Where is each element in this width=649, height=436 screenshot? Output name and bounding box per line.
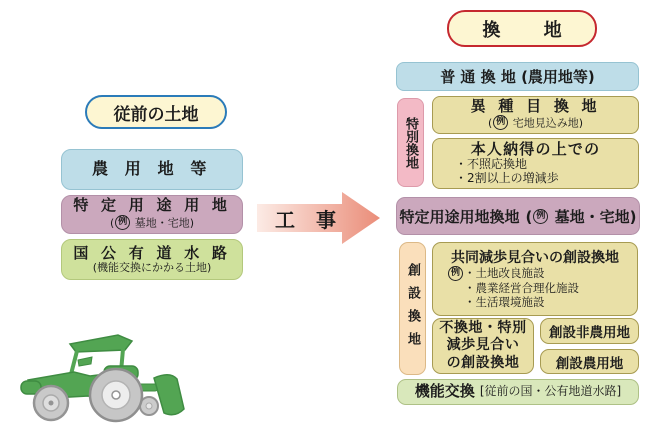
example-badge: 例 [493, 115, 508, 130]
ordinary-replacement-box [396, 62, 639, 91]
joint-reduction-title: 共同減歩見合いの創設換地 [451, 250, 619, 267]
created-nonfarm-box: 創設非農用地 [540, 318, 639, 344]
specific-use-land-label: 特 定 用 途 用 地 [73, 196, 231, 215]
farmland-box [61, 149, 243, 190]
creation-replacement-group-label: 創設換地 [399, 242, 426, 375]
function-exchange-box [397, 379, 639, 405]
function-exchange-note: [従前の国・公有地道水路] [479, 384, 622, 399]
specific-use-replacement-box [396, 197, 640, 235]
non-replacement-box: 不換地・特別 減歩見合い の創設換地 [432, 318, 534, 374]
tractor-icon [18, 330, 190, 428]
construction-label: 工 事 [275, 207, 343, 232]
different-category-label: 異 種 目 換 地 [470, 96, 601, 115]
joint-reduction-item: ・土地改良施設 [464, 266, 545, 281]
construction-arrow [257, 191, 381, 245]
specific-use-land-box [61, 195, 243, 234]
owner-consent-item: ・不照応換地 [455, 157, 528, 172]
created-farm-box: 創設農用地 [540, 349, 639, 374]
public-waterways-note: (機能交換にかかる土地) [92, 260, 212, 274]
joint-reduction-box [432, 242, 638, 316]
specific-use-replacement-example: ( 例 墓地・宅地) [525, 207, 637, 226]
joint-reduction-item: ・農業経営合理化施設 [464, 280, 579, 295]
example-badge: 例 [448, 266, 463, 281]
example-badge: 例 [115, 215, 130, 230]
owner-consent-title: 本人納得の上での [470, 140, 601, 159]
joint-reduction-examples [447, 266, 579, 309]
different-category-box [432, 96, 639, 134]
tractor-illustration [18, 330, 190, 428]
different-category-example: ( 例 宅地見込み地) [487, 116, 584, 130]
ordinary-replacement-label: 普 通 換 地 (農用地等) [440, 68, 595, 86]
function-exchange-title: 機能交換 [414, 382, 475, 401]
owner-consent-item: ・2割以上の増減歩 [455, 171, 559, 186]
public-waterways-box [61, 239, 243, 280]
farmland-label: 農 用 地 等 [92, 159, 212, 179]
owner-consent-box [432, 138, 639, 189]
previous-land-title [85, 95, 227, 129]
example-badge: 例 [533, 209, 548, 224]
specific-use-replacement-label: 特定用途用地換地 [399, 207, 520, 226]
replacement-land-title-label: 換 地 [482, 19, 575, 41]
special-replacement-group-label: 特別換地 [397, 98, 424, 187]
replacement-land-title [447, 10, 597, 47]
previous-land-title-label: 従前の土地 [113, 104, 199, 125]
specific-use-land-example: ( 例 墓地・宅地) [109, 216, 195, 230]
joint-reduction-item: ・生活環境施設 [464, 295, 545, 310]
public-waterways-label: 国 公 有 道 水 路 [73, 243, 231, 262]
